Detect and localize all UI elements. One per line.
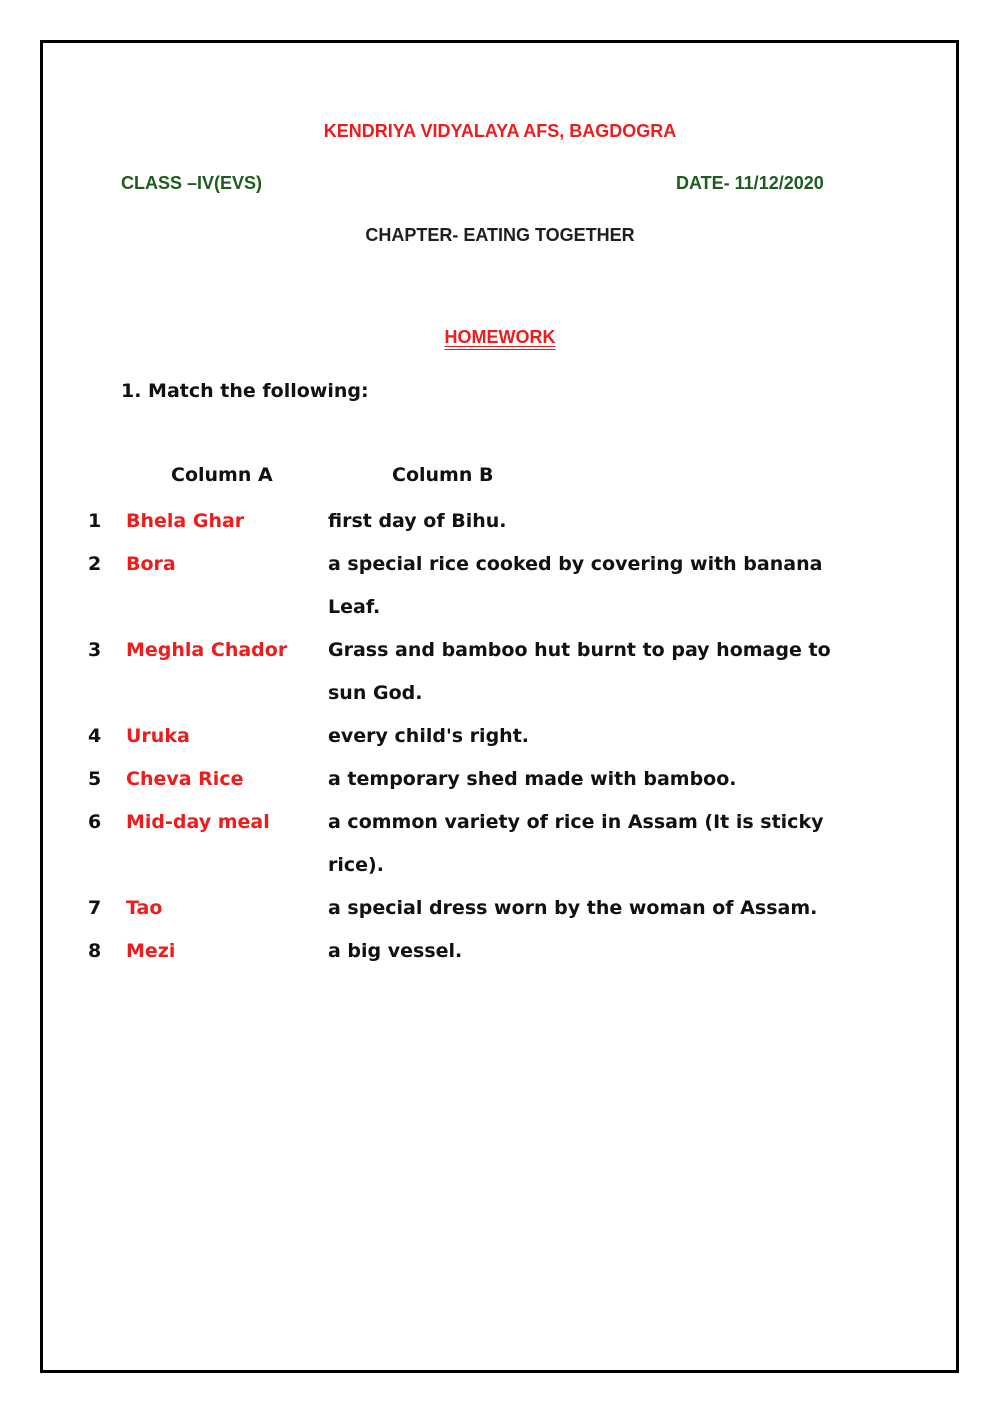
column-a-term: Mezi bbox=[126, 940, 176, 962]
table-row bbox=[88, 887, 868, 930]
date-label: DATE- 11/12/2020 bbox=[676, 173, 824, 193]
match-table bbox=[88, 500, 868, 973]
homework-heading bbox=[0, 327, 1000, 348]
row-number: 6 bbox=[88, 811, 102, 833]
homework-label: HOMEWORK bbox=[444, 327, 556, 347]
table-row bbox=[88, 930, 868, 973]
table-row bbox=[88, 543, 868, 629]
column-b-description: a common variety of rice in Assam (It is sticky rice). bbox=[328, 811, 824, 876]
class-label: CLASS –IV(EVS) bbox=[121, 173, 263, 193]
column-b-description: first day of Bihu. bbox=[328, 510, 507, 532]
row-number: 7 bbox=[88, 897, 102, 919]
row-number: 8 bbox=[88, 940, 102, 962]
column-a-term: Cheva Rice bbox=[126, 768, 244, 790]
column-a-term: Uruka bbox=[126, 725, 190, 747]
row-number: 2 bbox=[88, 553, 102, 575]
question-text: 1. Match the following: bbox=[121, 380, 369, 402]
column-a-term: Bora bbox=[126, 553, 176, 575]
table-row bbox=[88, 715, 868, 758]
column-a-term: Mid-day meal bbox=[126, 811, 270, 833]
table-row bbox=[88, 500, 868, 543]
column-a-header: Column A bbox=[171, 464, 273, 486]
chapter-title: CHAPTER- EATING TOGETHER bbox=[365, 225, 635, 245]
column-b-description: Grass and bamboo hut burnt to pay homage to sun God. bbox=[328, 639, 831, 704]
column-a-term: Meghla Chador bbox=[126, 639, 288, 661]
row-number: 5 bbox=[88, 768, 102, 790]
row-number: 1 bbox=[88, 510, 102, 532]
table-row bbox=[88, 629, 868, 715]
row-number: 3 bbox=[88, 639, 102, 661]
table-row bbox=[88, 801, 868, 887]
column-a-term: Bhela Ghar bbox=[126, 510, 245, 532]
column-b-description: a special dress worn by the woman of Assam. bbox=[328, 897, 818, 919]
row-number: 4 bbox=[88, 725, 102, 747]
column-b-description: a temporary shed made with bamboo. bbox=[328, 768, 737, 790]
table-row bbox=[88, 758, 868, 801]
column-b-description: every child's right. bbox=[328, 725, 529, 747]
column-b-header: Column B bbox=[392, 464, 494, 486]
column-b-description: a big vessel. bbox=[328, 940, 463, 962]
school-name: KENDRIYA VIDYALAYA AFS, BAGDOGRA bbox=[323, 121, 677, 141]
column-b-description: a special rice cooked by covering with banana Leaf. bbox=[328, 553, 823, 618]
column-a-term: Tao bbox=[126, 897, 163, 919]
